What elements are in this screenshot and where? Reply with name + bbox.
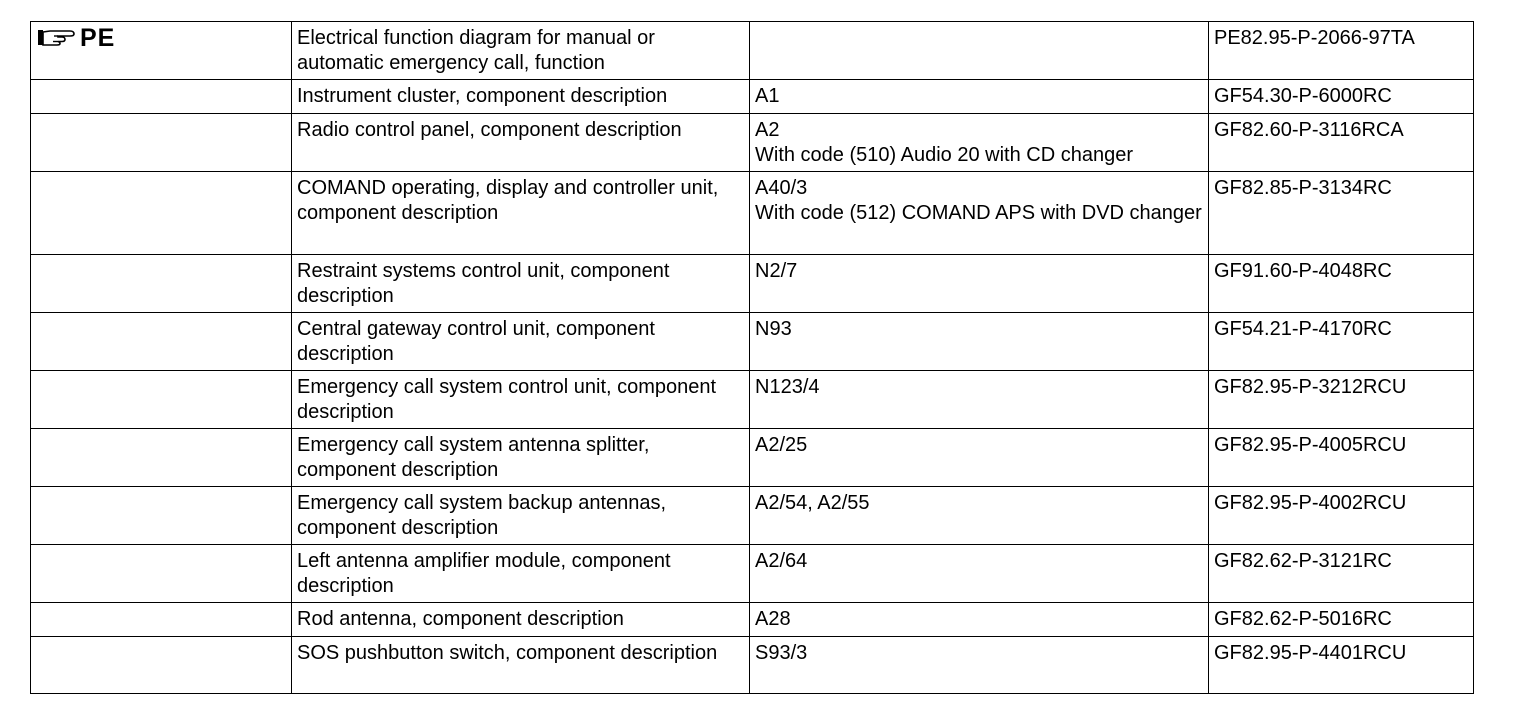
row-document: GF54.21-P-4170RC (1214, 318, 1392, 340)
row-designation: A2/54, A2/55 (755, 492, 870, 514)
row-document: GF82.62-P-5016RC (1214, 608, 1392, 630)
designation-cell (750, 80, 1209, 114)
row-designation: A28 (755, 608, 791, 630)
designation-cell (750, 545, 1209, 603)
marker-cell (31, 172, 292, 255)
marker-cell (31, 637, 292, 694)
description-cell (292, 371, 750, 429)
pe-marker (36, 26, 115, 51)
document-cell (1209, 172, 1474, 255)
row-document: PE82.95-P-2066-97TA (1214, 27, 1415, 49)
description-cell (292, 172, 750, 255)
description-cell (292, 487, 750, 545)
designation-cell (750, 487, 1209, 545)
document-cell (1209, 80, 1474, 114)
marker-cell (31, 487, 292, 545)
table-row (31, 313, 1474, 371)
row-designation-note: With code (512) COMAND APS with DVD changer (755, 202, 1202, 224)
row-description: Electrical function diagram for manual or automatic emergency call, function (297, 27, 655, 74)
row-designation-note: With code (510) Audio 20 with CD changer (755, 144, 1133, 166)
document-cell (1209, 487, 1474, 545)
document-cell (1209, 545, 1474, 603)
document-cell (1209, 22, 1474, 80)
designation-cell (750, 22, 1209, 80)
description-cell (292, 255, 750, 313)
document-cell (1209, 255, 1474, 313)
table-row (31, 371, 1474, 429)
pe-label: PE (80, 24, 116, 52)
designation-cell (750, 172, 1209, 255)
pointing-hand-icon (36, 27, 76, 49)
designation-cell (750, 429, 1209, 487)
description-cell (292, 313, 750, 371)
row-document: GF82.95-P-3212RCU (1214, 376, 1407, 398)
row-designation: N123/4 (755, 376, 820, 398)
row-document: GF82.95-P-4401RCU (1214, 642, 1407, 664)
designation-cell (750, 371, 1209, 429)
document-cell (1209, 371, 1474, 429)
marker-cell (31, 80, 292, 114)
table-row (31, 80, 1474, 114)
row-document: GF82.95-P-4002RCU (1214, 492, 1407, 514)
row-description: Left antenna amplifier module, component description (297, 550, 671, 597)
row-document: GF82.85-P-3134RC (1214, 177, 1392, 199)
description-cell (292, 22, 750, 80)
description-cell (292, 80, 750, 114)
description-cell (292, 603, 750, 637)
row-description: Rod antenna, component description (297, 608, 624, 630)
row-designation: A2/64 (755, 550, 808, 572)
marker-cell (31, 313, 292, 371)
row-designation: A2 (755, 119, 780, 141)
row-designation: N93 (755, 318, 792, 340)
marker-cell (31, 22, 292, 80)
row-designation: N2/7 (755, 260, 798, 282)
row-designation: A1 (755, 85, 780, 107)
document-cell (1209, 603, 1474, 637)
marker-cell (31, 545, 292, 603)
table-row (31, 637, 1474, 694)
row-description: Emergency call system backup antennas, component description (297, 492, 667, 539)
table-row (31, 255, 1474, 313)
document-cell (1209, 429, 1474, 487)
row-designation: A2/25 (755, 434, 808, 456)
reference-table (30, 21, 1474, 694)
row-description: Restraint systems control unit, component description (297, 260, 670, 307)
description-cell (292, 114, 750, 172)
row-description: Radio control panel, component description (297, 119, 682, 141)
row-description: Emergency call system antenna splitter, component description (297, 434, 650, 481)
row-description: Instrument cluster, component description (297, 85, 668, 107)
marker-cell (31, 603, 292, 637)
row-description: Central gateway control unit, component description (297, 318, 655, 365)
document-cell (1209, 637, 1474, 694)
table-row (31, 172, 1474, 255)
document-cell (1209, 114, 1474, 172)
description-cell (292, 545, 750, 603)
description-cell (292, 637, 750, 694)
row-description: Emergency call system control unit, component description (297, 376, 717, 423)
table-row (31, 545, 1474, 603)
row-description: COMAND operating, display and controller unit, component description (297, 177, 719, 224)
row-document: GF54.30-P-6000RC (1214, 85, 1392, 107)
row-designation: A40/3 (755, 177, 808, 199)
row-description: SOS pushbutton switch, component description (297, 642, 718, 664)
marker-cell (31, 429, 292, 487)
table-body (31, 22, 1474, 694)
marker-cell (31, 255, 292, 313)
marker-cell (31, 371, 292, 429)
table-row (31, 114, 1474, 172)
description-cell (292, 429, 750, 487)
designation-cell (750, 114, 1209, 172)
designation-cell (750, 637, 1209, 694)
designation-cell (750, 313, 1209, 371)
table-row (31, 603, 1474, 637)
designation-cell (750, 255, 1209, 313)
row-document: GF82.60-P-3116RCA (1214, 119, 1404, 141)
table-row (31, 487, 1474, 545)
table-row (31, 429, 1474, 487)
row-document: GF91.60-P-4048RC (1214, 260, 1392, 282)
marker-cell (31, 114, 292, 172)
document-cell (1209, 313, 1474, 371)
row-document: GF82.62-P-3121RC (1214, 550, 1392, 572)
row-designation: S93/3 (755, 642, 808, 664)
row-document: GF82.95-P-4005RCU (1214, 434, 1407, 456)
table-row (31, 22, 1474, 80)
designation-cell (750, 603, 1209, 637)
